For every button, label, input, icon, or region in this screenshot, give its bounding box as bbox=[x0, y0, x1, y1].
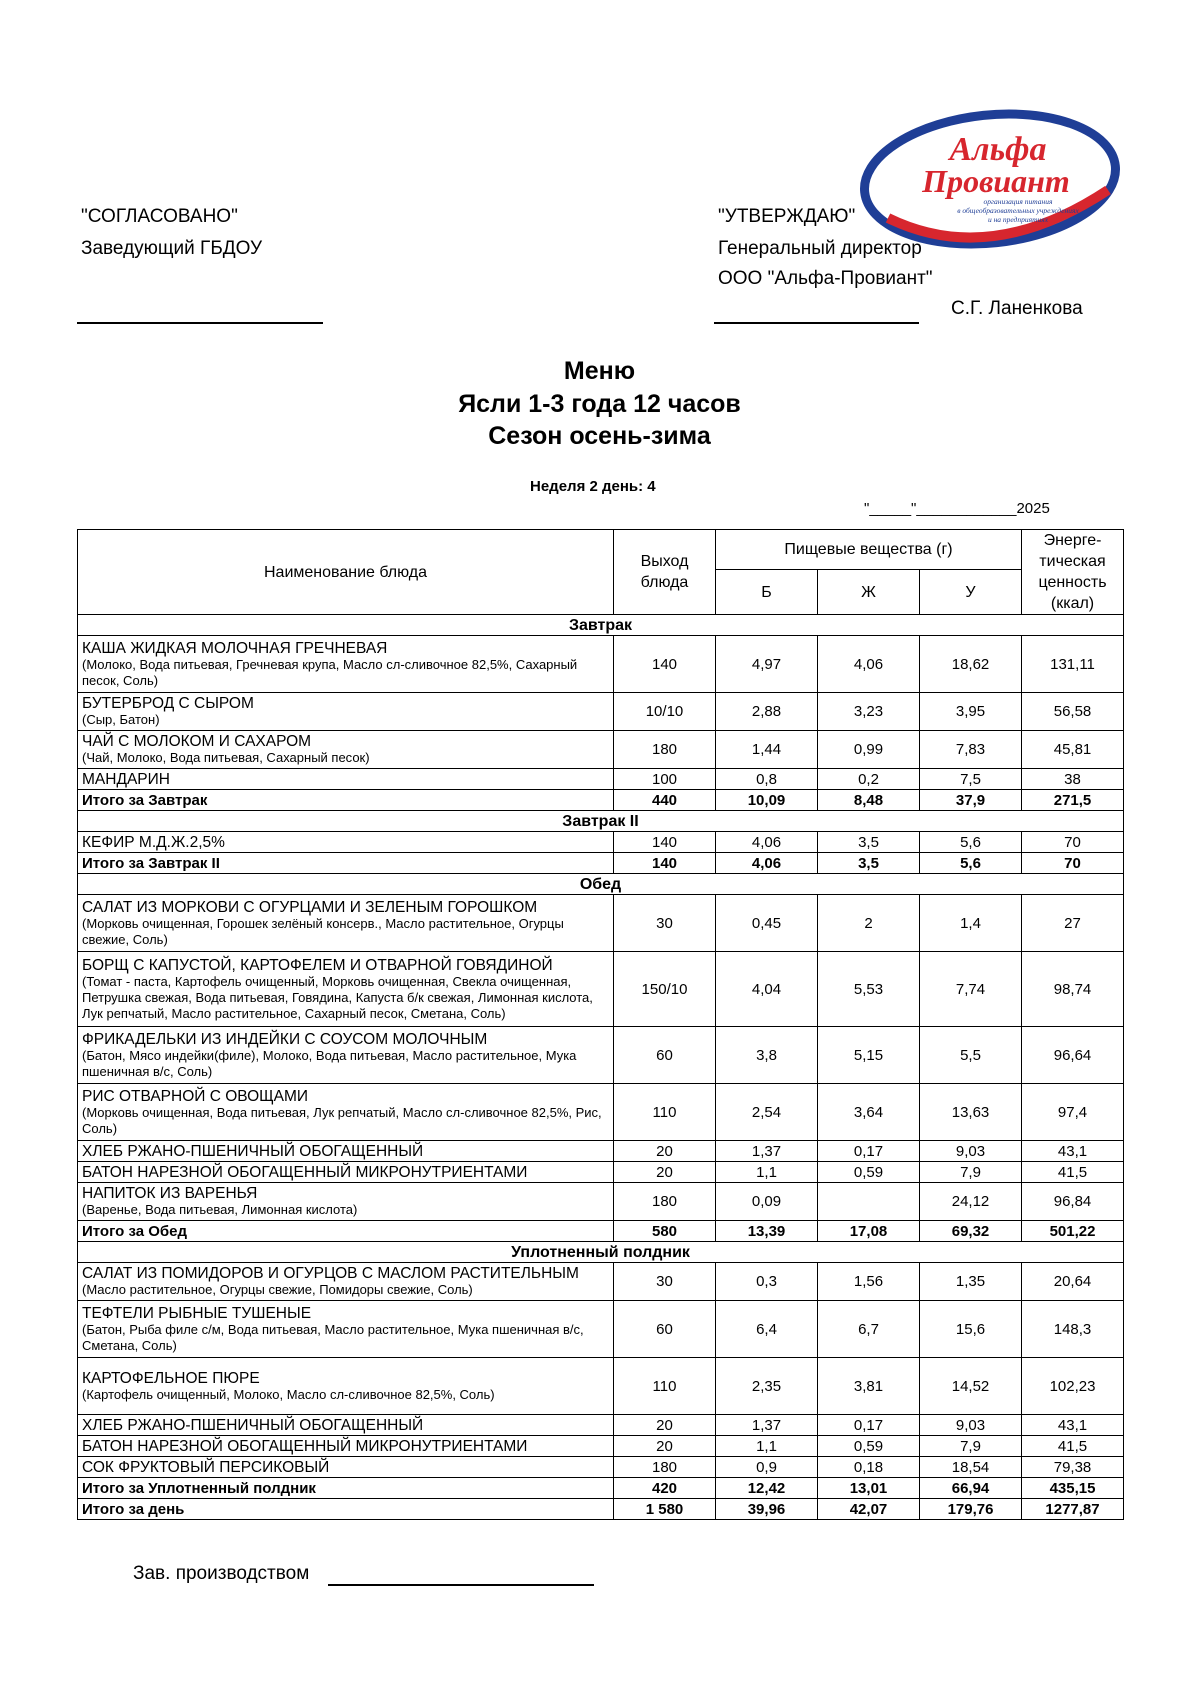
day-total-kcal: 1277,87 bbox=[1022, 1499, 1124, 1520]
dish-row bbox=[78, 952, 1124, 1027]
dish-zh: 0,17 bbox=[818, 1141, 920, 1162]
dish-name: БАТОН НАРЕЗНОЙ ОБОГАЩЕННЫЙ МИКРОНУТРИЕНТАМИ bbox=[82, 1163, 528, 1181]
total-b: 12,42 bbox=[716, 1478, 818, 1499]
dish-zh: 0,59 bbox=[818, 1436, 920, 1457]
total-zh: 17,08 bbox=[818, 1221, 920, 1242]
total-b: 10,09 bbox=[716, 790, 818, 811]
section-total-row bbox=[78, 853, 1124, 874]
dish-row bbox=[78, 1301, 1124, 1358]
section-total-row bbox=[78, 1221, 1124, 1242]
dish-row bbox=[78, 1162, 1124, 1183]
dish-zh: 5,15 bbox=[818, 1027, 920, 1084]
svg-text:Провиант: Провиант bbox=[922, 163, 1070, 199]
dish-yield: 150/10 bbox=[614, 952, 716, 1027]
dish-cell bbox=[78, 1436, 614, 1457]
dish-ingredients: (Морковь очищенная, Горошек зелёный консерв., Масло растительное, Огурцы свежие, Соль) bbox=[82, 915, 564, 947]
dish-name: БОРЩ С КАПУСТОЙ, КАРТОФЕЛЕМ И ОТВАРНОЙ ГОВЯДИНОЙ bbox=[82, 956, 553, 974]
dish-yield: 140 bbox=[614, 636, 716, 693]
section-row bbox=[78, 1242, 1124, 1263]
dish-kcal: 43,1 bbox=[1022, 1141, 1124, 1162]
dish-b: 1,1 bbox=[716, 1436, 818, 1457]
dish-ingredients: (Чай, Молоко, Вода питьевая, Сахарный песок) bbox=[82, 750, 370, 765]
dish-cell bbox=[78, 1263, 614, 1301]
approved-signature-line bbox=[77, 322, 323, 324]
section-title: Завтрак bbox=[78, 615, 1124, 636]
dish-b: 1,44 bbox=[716, 731, 818, 769]
dish-cell bbox=[78, 1141, 614, 1162]
dish-row bbox=[78, 769, 1124, 790]
dish-u: 9,03 bbox=[920, 1141, 1022, 1162]
dish-kcal: 43,1 bbox=[1022, 1415, 1124, 1436]
day-total-u: 179,76 bbox=[920, 1499, 1022, 1520]
dish-b: 0,9 bbox=[716, 1457, 818, 1478]
total-yield: 140 bbox=[614, 853, 716, 874]
svg-text:в общеобразовательных учрежден: в общеобразовательных учреждениях bbox=[957, 206, 1079, 215]
menu-subtitle: Ясли 1-3 года 12 часов bbox=[458, 390, 741, 418]
dish-b: 4,06 bbox=[716, 832, 818, 853]
approve-position: Генеральный директор bbox=[718, 238, 922, 259]
dish-kcal: 20,64 bbox=[1022, 1263, 1124, 1301]
dish-cell bbox=[78, 1415, 614, 1436]
dish-zh: 6,7 bbox=[818, 1301, 920, 1358]
dish-cell bbox=[78, 731, 614, 769]
dish-u: 13,63 bbox=[920, 1084, 1022, 1141]
dish-yield: 100 bbox=[614, 769, 716, 790]
total-b: 13,39 bbox=[716, 1221, 818, 1242]
day-total-zh: 42,07 bbox=[818, 1499, 920, 1520]
menu-title: Меню bbox=[563, 357, 636, 385]
dish-name: ХЛЕБ РЖАНО-ПШЕНИЧНЫЙ ОБОГАЩЕННЫЙ bbox=[82, 1142, 424, 1160]
dish-b: 3,8 bbox=[716, 1027, 818, 1084]
dish-u: 3,95 bbox=[920, 693, 1022, 731]
dish-zh: 0,59 bbox=[818, 1162, 920, 1183]
dish-name: ФРИКАДЕЛЬКИ ИЗ ИНДЕЙКИ С СОУСОМ МОЛОЧНЫМ bbox=[82, 1030, 488, 1048]
dish-b: 2,54 bbox=[716, 1084, 818, 1141]
total-kcal: 70 bbox=[1022, 853, 1124, 874]
dish-kcal: 41,5 bbox=[1022, 1436, 1124, 1457]
total-u: 69,32 bbox=[920, 1221, 1022, 1242]
section-title: Завтрак II bbox=[78, 811, 1124, 832]
dish-kcal: 96,84 bbox=[1022, 1183, 1124, 1221]
section-title: Обед bbox=[78, 874, 1124, 895]
dish-ingredients: (Картофель очищенный, Молоко, Масло сл-сливочное 82,5%, Соль) bbox=[82, 1386, 495, 1402]
total-zh: 13,01 bbox=[818, 1478, 920, 1499]
day-total-row bbox=[78, 1499, 1124, 1520]
total-zh: 3,5 bbox=[818, 853, 920, 874]
dish-cell bbox=[78, 1358, 614, 1415]
dish-u: 1,35 bbox=[920, 1263, 1022, 1301]
total-kcal: 435,15 bbox=[1022, 1478, 1124, 1499]
dish-u: 5,6 bbox=[920, 832, 1022, 853]
dish-cell bbox=[78, 769, 614, 790]
header-b: Б bbox=[716, 570, 818, 615]
dish-yield: 20 bbox=[614, 1141, 716, 1162]
dish-name: САЛАТ ИЗ ПОМИДОРОВ И ОГУРЦОВ С МАСЛОМ РАСТИТЕЛЬНЫМ bbox=[82, 1265, 579, 1282]
dish-yield: 10/10 bbox=[614, 693, 716, 731]
company-logo bbox=[858, 108, 1122, 250]
dish-row bbox=[78, 636, 1124, 693]
dish-yield: 60 bbox=[614, 1301, 716, 1358]
menu-season: Сезон осень-зима bbox=[488, 422, 711, 450]
dish-b: 6,4 bbox=[716, 1301, 818, 1358]
dish-row bbox=[78, 731, 1124, 769]
day-total-b: 39,96 bbox=[716, 1499, 818, 1520]
header-yield: Выход блюда bbox=[614, 530, 716, 615]
dish-row bbox=[78, 1141, 1124, 1162]
dish-zh: 3,81 bbox=[818, 1358, 920, 1415]
total-zh: 8,48 bbox=[818, 790, 920, 811]
dish-row bbox=[78, 1027, 1124, 1084]
dish-name: ТЕФТЕЛИ РЫБНЫЕ ТУШЕНЫЕ bbox=[82, 1304, 312, 1322]
dish-u: 18,62 bbox=[920, 636, 1022, 693]
section-total-row bbox=[78, 790, 1124, 811]
total-kcal: 501,22 bbox=[1022, 1221, 1124, 1242]
dish-name: КАРТОФЕЛЬНОЕ ПЮРЕ bbox=[82, 1369, 260, 1387]
dish-ingredients: (Масло растительное, Огурцы свежие, Помидоры свежие, Соль) bbox=[82, 1282, 473, 1297]
dish-u: 14,52 bbox=[920, 1358, 1022, 1415]
dish-name: ЧАЙ С МОЛОКОМ И САХАРОМ bbox=[82, 733, 312, 750]
dish-u: 18,54 bbox=[920, 1457, 1022, 1478]
dish-row bbox=[78, 1457, 1124, 1478]
dish-zh: 3,5 bbox=[818, 832, 920, 853]
dish-zh: 4,06 bbox=[818, 636, 920, 693]
dish-row bbox=[78, 832, 1124, 853]
dish-yield: 180 bbox=[614, 731, 716, 769]
dish-yield: 110 bbox=[614, 1084, 716, 1141]
dish-ingredients: (Морковь очищенная, Вода питьевая, Лук репчатый, Масло сл-сливочное 82,5%, Рис, Соль) bbox=[82, 1104, 602, 1136]
dish-name: КАША ЖИДКАЯ МОЛОЧНАЯ ГРЕЧНЕВАЯ bbox=[82, 639, 388, 657]
total-b: 4,06 bbox=[716, 853, 818, 874]
dish-cell bbox=[78, 636, 614, 693]
dish-u: 7,5 bbox=[920, 769, 1022, 790]
dish-kcal: 70 bbox=[1022, 832, 1124, 853]
dish-u: 5,5 bbox=[920, 1027, 1022, 1084]
dish-row bbox=[78, 1263, 1124, 1301]
section-row bbox=[78, 811, 1124, 832]
production-label: Зав. производством bbox=[133, 1563, 310, 1584]
day-total-yield: 1 580 bbox=[614, 1499, 716, 1520]
total-name: Итого за Уплотненный полдник bbox=[78, 1478, 614, 1499]
dish-b: 1,1 bbox=[716, 1162, 818, 1183]
dish-yield: 30 bbox=[614, 895, 716, 952]
svg-text:организация питания: организация питания bbox=[983, 197, 1053, 206]
dish-b: 1,37 bbox=[716, 1415, 818, 1436]
dish-cell bbox=[78, 895, 614, 952]
total-name: Итого за Завтрак bbox=[78, 790, 614, 811]
dish-kcal: 131,11 bbox=[1022, 636, 1124, 693]
total-u: 66,94 bbox=[920, 1478, 1022, 1499]
dish-b: 0,09 bbox=[716, 1183, 818, 1221]
approve-signer: С.Г. Ланенкова bbox=[951, 298, 1083, 319]
section-title: Уплотненный полдник bbox=[78, 1242, 1124, 1263]
dish-name: БАТОН НАРЕЗНОЙ ОБОГАЩЕННЫЙ МИКРОНУТРИЕНТАМИ bbox=[82, 1437, 528, 1455]
dish-u: 9,03 bbox=[920, 1415, 1022, 1436]
dish-b: 0,3 bbox=[716, 1263, 818, 1301]
dish-b: 0,45 bbox=[716, 895, 818, 952]
header-nutrients: Пищевые вещества (г) bbox=[716, 530, 1022, 570]
dish-ingredients: (Молоко, Вода питьевая, Гречневая крупа, Масло сл-сливочное 82,5%, Сахарный песок, Соль) bbox=[82, 656, 578, 688]
dish-b: 4,97 bbox=[716, 636, 818, 693]
dish-u: 7,9 bbox=[920, 1162, 1022, 1183]
dish-kcal: 38 bbox=[1022, 769, 1124, 790]
dish-cell bbox=[78, 693, 614, 731]
total-yield: 420 bbox=[614, 1478, 716, 1499]
approved-label: "СОГЛАСОВАНО" bbox=[81, 206, 238, 227]
dish-u: 7,74 bbox=[920, 952, 1022, 1027]
dish-cell bbox=[78, 832, 614, 853]
approve-company: ООО "Альфа-Провиант" bbox=[718, 268, 933, 289]
dish-u: 24,12 bbox=[920, 1183, 1022, 1221]
week-day: Неделя 2 день: 4 bbox=[530, 478, 656, 495]
dish-kcal: 27 bbox=[1022, 895, 1124, 952]
dish-zh: 0,17 bbox=[818, 1415, 920, 1436]
dish-kcal: 45,81 bbox=[1022, 731, 1124, 769]
dish-zh: 0,99 bbox=[818, 731, 920, 769]
dish-u: 7,83 bbox=[920, 731, 1022, 769]
dish-zh: 2 bbox=[818, 895, 920, 952]
dish-name: САЛАТ ИЗ МОРКОВИ С ОГУРЦАМИ И ЗЕЛЕНЫМ ГОРОШКОМ bbox=[82, 898, 538, 916]
dish-yield: 140 bbox=[614, 832, 716, 853]
dish-ingredients: (Томат - паста, Картофель очищенный, Морковь очищенная, Свекла очищенная, Петрушка свежая, Вода питьевая, Говядина, Капуста б/к свежая, Лимонная кислота, Лук репчатый, Масло растительное, Сахарный песок, Сметана, Соль) bbox=[82, 973, 593, 1021]
dish-b: 0,8 bbox=[716, 769, 818, 790]
dish-row bbox=[78, 1436, 1124, 1457]
dish-b: 2,88 bbox=[716, 693, 818, 731]
dish-u: 1,4 bbox=[920, 895, 1022, 952]
dish-b: 4,04 bbox=[716, 952, 818, 1027]
dish-ingredients: (Батон, Рыба филе с/м, Вода питьевая, Масло растительное, Мука пшеничная в/с, Сметана, Соль) bbox=[82, 1321, 584, 1353]
dish-row bbox=[78, 1084, 1124, 1141]
total-name: Итого за Завтрак II bbox=[78, 853, 614, 874]
dish-b: 2,35 bbox=[716, 1358, 818, 1415]
dish-cell bbox=[78, 1084, 614, 1141]
dish-yield: 110 bbox=[614, 1358, 716, 1415]
approve-signature-line bbox=[714, 322, 919, 324]
dish-row bbox=[78, 895, 1124, 952]
dish-zh: 3,23 bbox=[818, 693, 920, 731]
dish-yield: 20 bbox=[614, 1415, 716, 1436]
dish-cell bbox=[78, 1027, 614, 1084]
dish-yield: 60 bbox=[614, 1027, 716, 1084]
dish-yield: 180 bbox=[614, 1183, 716, 1221]
menu-table bbox=[77, 529, 1124, 1520]
day-total-name: Итого за день bbox=[78, 1499, 614, 1520]
dish-name: РИС ОТВАРНОЙ С ОВОЩАМИ bbox=[82, 1087, 309, 1105]
dish-zh: 5,53 bbox=[818, 952, 920, 1027]
dish-cell bbox=[78, 952, 614, 1027]
total-u: 37,9 bbox=[920, 790, 1022, 811]
total-u: 5,6 bbox=[920, 853, 1022, 874]
date-line: "_____"____________2025 bbox=[864, 500, 1050, 517]
dish-ingredients: (Сыр, Батон) bbox=[82, 712, 160, 727]
dish-name: ХЛЕБ РЖАНО-ПШЕНИЧНЫЙ ОБОГАЩЕННЫЙ bbox=[82, 1416, 424, 1434]
dish-zh: 1,56 bbox=[818, 1263, 920, 1301]
dish-zh: 3,64 bbox=[818, 1084, 920, 1141]
total-yield: 440 bbox=[614, 790, 716, 811]
production-signature-line bbox=[328, 1584, 594, 1586]
approve-label: "УТВЕРЖДАЮ" bbox=[718, 206, 856, 227]
dish-ingredients: (Варенье, Вода питьевая, Лимонная кислота) bbox=[82, 1202, 358, 1217]
dish-cell bbox=[78, 1301, 614, 1358]
dish-u: 15,6 bbox=[920, 1301, 1022, 1358]
dish-row bbox=[78, 1415, 1124, 1436]
dish-zh: 0,2 bbox=[818, 769, 920, 790]
total-kcal: 271,5 bbox=[1022, 790, 1124, 811]
dish-yield: 20 bbox=[614, 1162, 716, 1183]
dish-ingredients: (Батон, Мясо индейки(филе), Молоко, Вода питьевая, Масло растительное, Мука пшеничная в/с, Соль) bbox=[82, 1047, 577, 1079]
total-name: Итого за Обед bbox=[78, 1221, 614, 1242]
dish-name: КЕФИР М.Д.Ж.2,5% bbox=[82, 833, 225, 851]
section-row bbox=[78, 874, 1124, 895]
dish-kcal: 96,64 bbox=[1022, 1027, 1124, 1084]
dish-zh bbox=[818, 1183, 920, 1221]
dish-row bbox=[78, 1183, 1124, 1221]
svg-text:и на предприятиях: и на предприятиях bbox=[987, 215, 1049, 224]
dish-kcal: 148,3 bbox=[1022, 1301, 1124, 1358]
dish-yield: 180 bbox=[614, 1457, 716, 1478]
dish-kcal: 56,58 bbox=[1022, 693, 1124, 731]
dish-cell bbox=[78, 1162, 614, 1183]
svg-text:Альфа: Альфа bbox=[949, 131, 1047, 168]
dish-name: МАНДАРИН bbox=[82, 770, 170, 788]
dish-cell bbox=[78, 1457, 614, 1478]
header-zh: Ж bbox=[818, 570, 920, 615]
header-u: У bbox=[920, 570, 1022, 615]
dish-name: БУТЕРБРОД С СЫРОМ bbox=[82, 695, 254, 712]
dish-kcal: 41,5 bbox=[1022, 1162, 1124, 1183]
dish-zh: 0,18 bbox=[818, 1457, 920, 1478]
header-name: Наименование блюда bbox=[78, 530, 614, 615]
header-energy: Энерге-тическая ценность (ккал) bbox=[1022, 530, 1124, 615]
menu-body bbox=[78, 615, 1124, 1520]
dish-yield: 20 bbox=[614, 1436, 716, 1457]
dish-yield: 30 bbox=[614, 1263, 716, 1301]
dish-b: 1,37 bbox=[716, 1141, 818, 1162]
section-row bbox=[78, 615, 1124, 636]
dish-u: 7,9 bbox=[920, 1436, 1022, 1457]
dish-kcal: 79,38 bbox=[1022, 1457, 1124, 1478]
dish-kcal: 102,23 bbox=[1022, 1358, 1124, 1415]
approved-position: Заведующий ГБДОУ bbox=[81, 238, 263, 259]
dish-cell bbox=[78, 1183, 614, 1221]
dish-kcal: 97,4 bbox=[1022, 1084, 1124, 1141]
total-yield: 580 bbox=[614, 1221, 716, 1242]
dish-name: НАПИТОК ИЗ ВАРЕНЬЯ bbox=[82, 1185, 258, 1202]
section-total-row bbox=[78, 1478, 1124, 1499]
dish-row bbox=[78, 693, 1124, 731]
dish-row bbox=[78, 1358, 1124, 1415]
dish-kcal: 98,74 bbox=[1022, 952, 1124, 1027]
dish-name: СОК ФРУКТОВЫЙ ПЕРСИКОВЫЙ bbox=[82, 1458, 330, 1476]
